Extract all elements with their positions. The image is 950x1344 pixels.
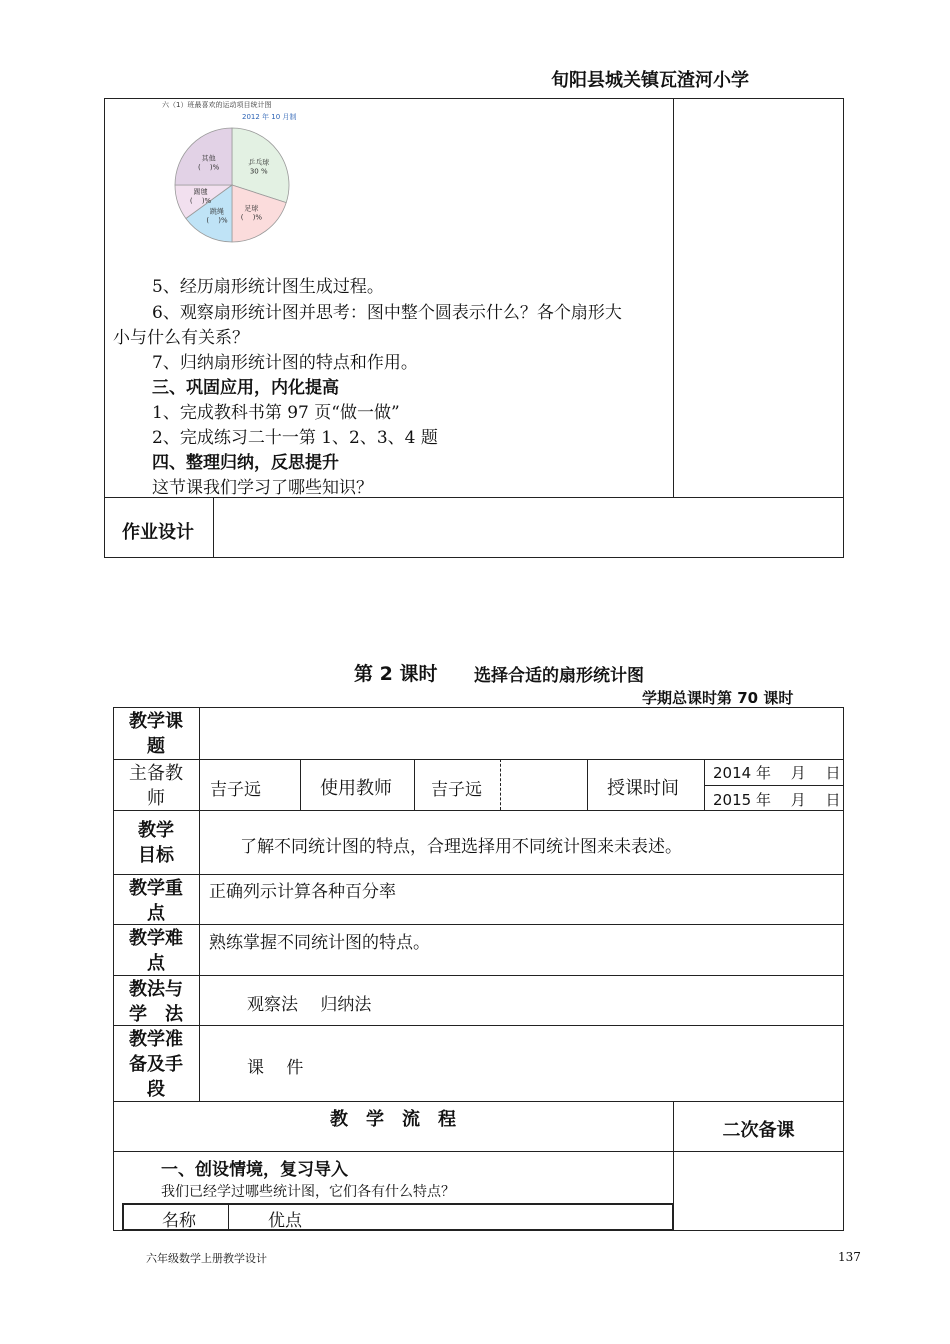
pie-title: 六（1）班最喜欢的运动项目统计图 <box>162 101 272 109</box>
content-line: 1、完成教科书第 97 页“做一做” <box>152 403 400 423</box>
flow-label: 教 学 流 程 <box>330 1109 456 1130</box>
pie-slice-label-1: 足球 <box>244 204 259 213</box>
main-teacher-label: 主备教 师 <box>129 763 183 809</box>
section-heading: 三、巩固应用，内化提高 <box>152 378 339 398</box>
topic-label: 教学课 题 <box>129 711 183 757</box>
term-total: 学期总课时第 70 课时 <box>642 689 794 707</box>
section1-question: 我们已经学过哪些统计图，它们各有什么特点？ <box>161 1184 455 1200</box>
content-line: 小与什么有关系？ <box>113 328 249 348</box>
pie-slice-percent-4: ( )% <box>197 163 220 172</box>
pie-slice-label-2: 跳绳 <box>209 207 224 216</box>
content-line: 这节课我们学习了哪些知识？ <box>152 478 373 498</box>
pie-slice-label-0: 乒乓球 <box>248 158 270 167</box>
inner-col-advantage: 优点 <box>268 1211 302 1231</box>
pie-figure <box>148 98 310 248</box>
date-2014: 2014 年 月 日 <box>713 764 841 782</box>
inner-table <box>122 1203 674 1231</box>
main-teacher: 吉子远 <box>210 780 261 800</box>
homework-label: 作业设计 <box>122 522 194 543</box>
goal-label: 教学 目标 <box>138 820 174 866</box>
second-prep-label: 二次备课 <box>722 1120 795 1141</box>
pie-chart <box>148 98 310 248</box>
difficulty-label: 教学难 点 <box>129 928 183 974</box>
prep-text: 课 件 <box>247 1058 304 1078</box>
date-2015: 2015 年 月 日 <box>713 791 841 809</box>
page-number: 137 <box>838 1250 861 1264</box>
section-heading: 四、整理归纳，反思提升 <box>152 453 339 473</box>
lesson-title: 选择合适的扇形统计图 <box>474 666 644 686</box>
key-label: 教学重 点 <box>129 878 183 924</box>
content-line: 2、完成练习二十一第 1、2、3、4 题 <box>152 428 438 448</box>
method-label: 教法与 学 法 <box>129 979 183 1025</box>
difficulty-text: 熟练掌握不同统计图的特点。 <box>209 933 430 953</box>
pie-slice-percent-1: ( )% <box>240 213 263 222</box>
footer-left: 六年级数学上册教学设计 <box>146 1252 267 1265</box>
inner-col-name: 名称 <box>162 1211 196 1231</box>
pie-slice-label-4: 其他 <box>201 154 216 163</box>
key-text: 正确列示计算各种百分率 <box>209 882 396 902</box>
school-header: 旬阳县城关镇瓦渣河小学 <box>551 70 749 91</box>
use-teacher-label: 使用教师 <box>320 778 392 799</box>
pie-slice-percent-0: 30 % <box>249 167 268 176</box>
pie-slice-percent-2: ( )% <box>206 216 228 225</box>
content-line: 7、归纳扇形统计图的特点和作用。 <box>152 353 418 373</box>
content-line: 6、观察扇形统计图并思考：图中整个圆表示什么？各个扇形大 <box>152 303 622 323</box>
pie-subtitle: 2012 年 10 月制 <box>242 113 297 121</box>
pie-slice-percent-3: ( )% <box>189 197 212 206</box>
section1-title: 一、创设情境，复习导入 <box>161 1160 348 1180</box>
lesson-number: 第 2 课时 <box>354 663 438 685</box>
content-line: 5、经历扇形统计图生成过程。 <box>152 277 384 297</box>
goal-text: 了解不同统计图的特点，合理选择用不同统计图来未表述。 <box>240 837 682 857</box>
pie-slice-label-3: 踢毽 <box>193 188 208 197</box>
class-time-label: 授课时间 <box>607 778 679 799</box>
use-teacher: 吉子远 <box>431 780 482 800</box>
method-text: 观察法 归纳法 <box>247 995 372 1015</box>
prep-label: 教学准 备及手 段 <box>129 1029 183 1100</box>
